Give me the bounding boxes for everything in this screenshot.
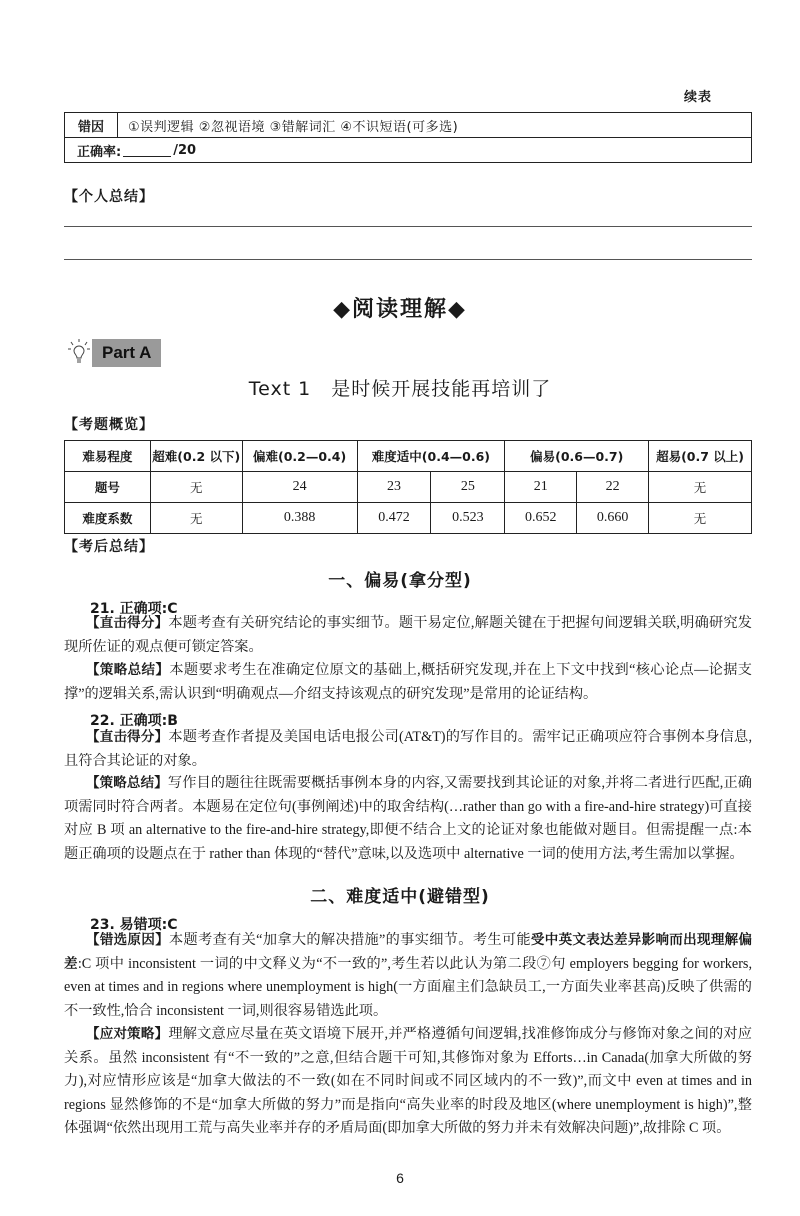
error-cause-row [65, 113, 751, 137]
accuracy-total: /20 [173, 142, 197, 158]
q22-title: 22. 正确项:B [90, 713, 178, 729]
paragraph-text: 本题考查有关“加拿大的解决措施”的事实细节。考生可能 [169, 932, 531, 948]
section-two-heading: 二、难度适中(避错型) [310, 887, 490, 907]
q22-hit-paragraph [64, 726, 752, 773]
table-header-row [65, 441, 752, 472]
error-cause-label: 错因 [65, 113, 118, 137]
cell-coefficient: 无 [150, 503, 242, 534]
header-easy: 偏易(0.6—0.7) [505, 441, 649, 472]
header-moderate: 难度适中(0.4—0.6) [357, 441, 505, 472]
personal-summary-label: 【个人总结】 [64, 189, 154, 205]
cell-number: 无 [649, 472, 752, 503]
cell-coefficient: 0.472 [357, 503, 431, 534]
paragraph-text: :C 项中 inconsistent 一词的中文释义为“不一致的”,考生若以此认为第二段⑦句 employers begging for workers, even at times and in regions where unemployment is high(一方面雇主们急缺员工,一方面失业率甚高)反映了供需的不一致性,恰合 inconsistent 一词,则很容易错选此项。 [64, 955, 752, 1019]
emphasis-text: 受中英文表达差异影响而出现理解偏差 [64, 932, 752, 972]
q22-strategy-paragraph [64, 772, 752, 866]
cell-number: 22 [577, 472, 649, 503]
q23-response-paragraph [64, 1023, 752, 1141]
accuracy-row [65, 137, 751, 162]
row-label-coefficient: 难度系数 [65, 503, 151, 534]
paragraph-text: 本题考查有关研究结论的事实细节。题干易定位,解题关键在于把握句间逻辑关联,明确研究发现所佐证的观点便可锁定答案。 [64, 615, 752, 655]
tag-label: 【直击得分】 [86, 615, 169, 631]
cell-number: 无 [150, 472, 242, 503]
tag-label: 【应对策略】 [86, 1026, 169, 1042]
q21-strategy-paragraph [64, 659, 752, 706]
text-title: Text 1 是时候开展技能再培训了 [248, 378, 552, 400]
summary-line-2[interactable] [64, 259, 752, 260]
continue-label: 续表 [683, 90, 712, 105]
tag-label: 【错选原因】 [86, 932, 170, 948]
cell-coefficient: 0.660 [577, 503, 649, 534]
tag-label: 【策略总结】 [86, 775, 168, 791]
tag-label: 【策略总结】 [86, 662, 170, 678]
cell-number: 24 [242, 472, 357, 503]
lightbulb-icon [68, 338, 90, 368]
post-summary-label: 【考后总结】 [64, 539, 154, 555]
header-hard: 偏难(0.2—0.4) [242, 441, 357, 472]
part-a-label: Part A [92, 339, 161, 367]
cell-number: 23 [357, 472, 431, 503]
paragraph-text: 本题考查作者提及美国电话电报公司(AT&T)的写作目的。需牢记正确项应符合事例本身信息,且符合其论证的对象。 [64, 729, 753, 769]
section-title: ◆阅读理解◆ [333, 297, 467, 322]
cell-coefficient: 0.652 [505, 503, 577, 534]
summary-line-1[interactable] [64, 226, 752, 227]
header-very-hard: 超难(0.2 以下) [150, 441, 242, 472]
difficulty-table [64, 440, 752, 534]
row-label-difficulty: 难易程度 [65, 441, 151, 472]
page-number: 6 [396, 1170, 404, 1186]
q21-hit-paragraph [64, 612, 752, 659]
paragraph-text: 理解文意应尽量在英文语境下展开,并严格遵循句间逻辑,找准修饰成分与修饰对象之间的对应关系。虽然 inconsistent 有“不一致的”之意,但结合题干可知,其修饰对象为 Efforts…in Canada(加拿大所做的努力),对应情形应该是“加拿大做法的不一致(如在不同时间或不同区域内的不一致)”,而文中 even at times and in regions 显然修饰的不是“加拿大所做的努力”而是指向“高失业率的时段及地区(where unemployment is high)”,整体强调“依然出现用工荒与高失业率并存的矛盾局面(即加拿大所做的努力并未有效解决问题)”,故排除 C 项。 [64, 1026, 752, 1136]
paragraph-text: 写作目的题往往既需要概括事例本身的内容,又需要找到其论证的对象,并将二者进行匹配,正确项需同时符合两者。本题易在定位句(事例阐述)中的取舍结构(…rather than go with a fire-and-hire strategy)可直接对应 B 项 an alternative to the fire-and-hire strategy,即便不结合上文的论证对象也能做对题目。但需提醒一点:本题正确项的设题点在于 rather than 体现的“替代”意味,以及选项中 alternative 一词的使用方法,考生需加以掌握。 [64, 775, 752, 862]
table-row-numbers [65, 472, 752, 503]
cell-coefficient: 0.523 [431, 503, 505, 534]
cell-number: 25 [431, 472, 505, 503]
section-one-heading: 一、偏易(拿分型) [328, 571, 472, 591]
accuracy-label: 正确率: [77, 144, 122, 160]
paragraph-text: 本题要求考生在准确定位原文的基础上,概括研究发现,并在上下文中找到“核心论点—论据支撑”的逻辑关系,需认识到“明确观点—介绍支持该观点的研究发现”是常用的论证结构。 [64, 662, 752, 702]
cell-coefficient: 0.388 [242, 503, 357, 534]
q21-title: 21. 正确项:C [90, 601, 178, 617]
tag-label: 【直击得分】 [86, 729, 169, 745]
overview-label: 【考题概览】 [64, 417, 154, 433]
q23-reason-paragraph [64, 929, 752, 1023]
accuracy-blank[interactable] [123, 144, 171, 157]
row-label-number: 题号 [65, 472, 151, 503]
header-very-easy: 超易(0.7 以上) [649, 441, 752, 472]
error-cause-table [64, 112, 752, 163]
q23-title: 23. 易错项:C [90, 917, 178, 933]
part-a-badge [68, 338, 161, 368]
error-cause-options: ①误判逻辑 ②忽视语境 ③错解词汇 ④不识短语(可多选) [128, 119, 459, 135]
cell-number: 21 [505, 472, 577, 503]
cell-coefficient: 无 [649, 503, 752, 534]
table-row-coefficients [65, 503, 752, 534]
